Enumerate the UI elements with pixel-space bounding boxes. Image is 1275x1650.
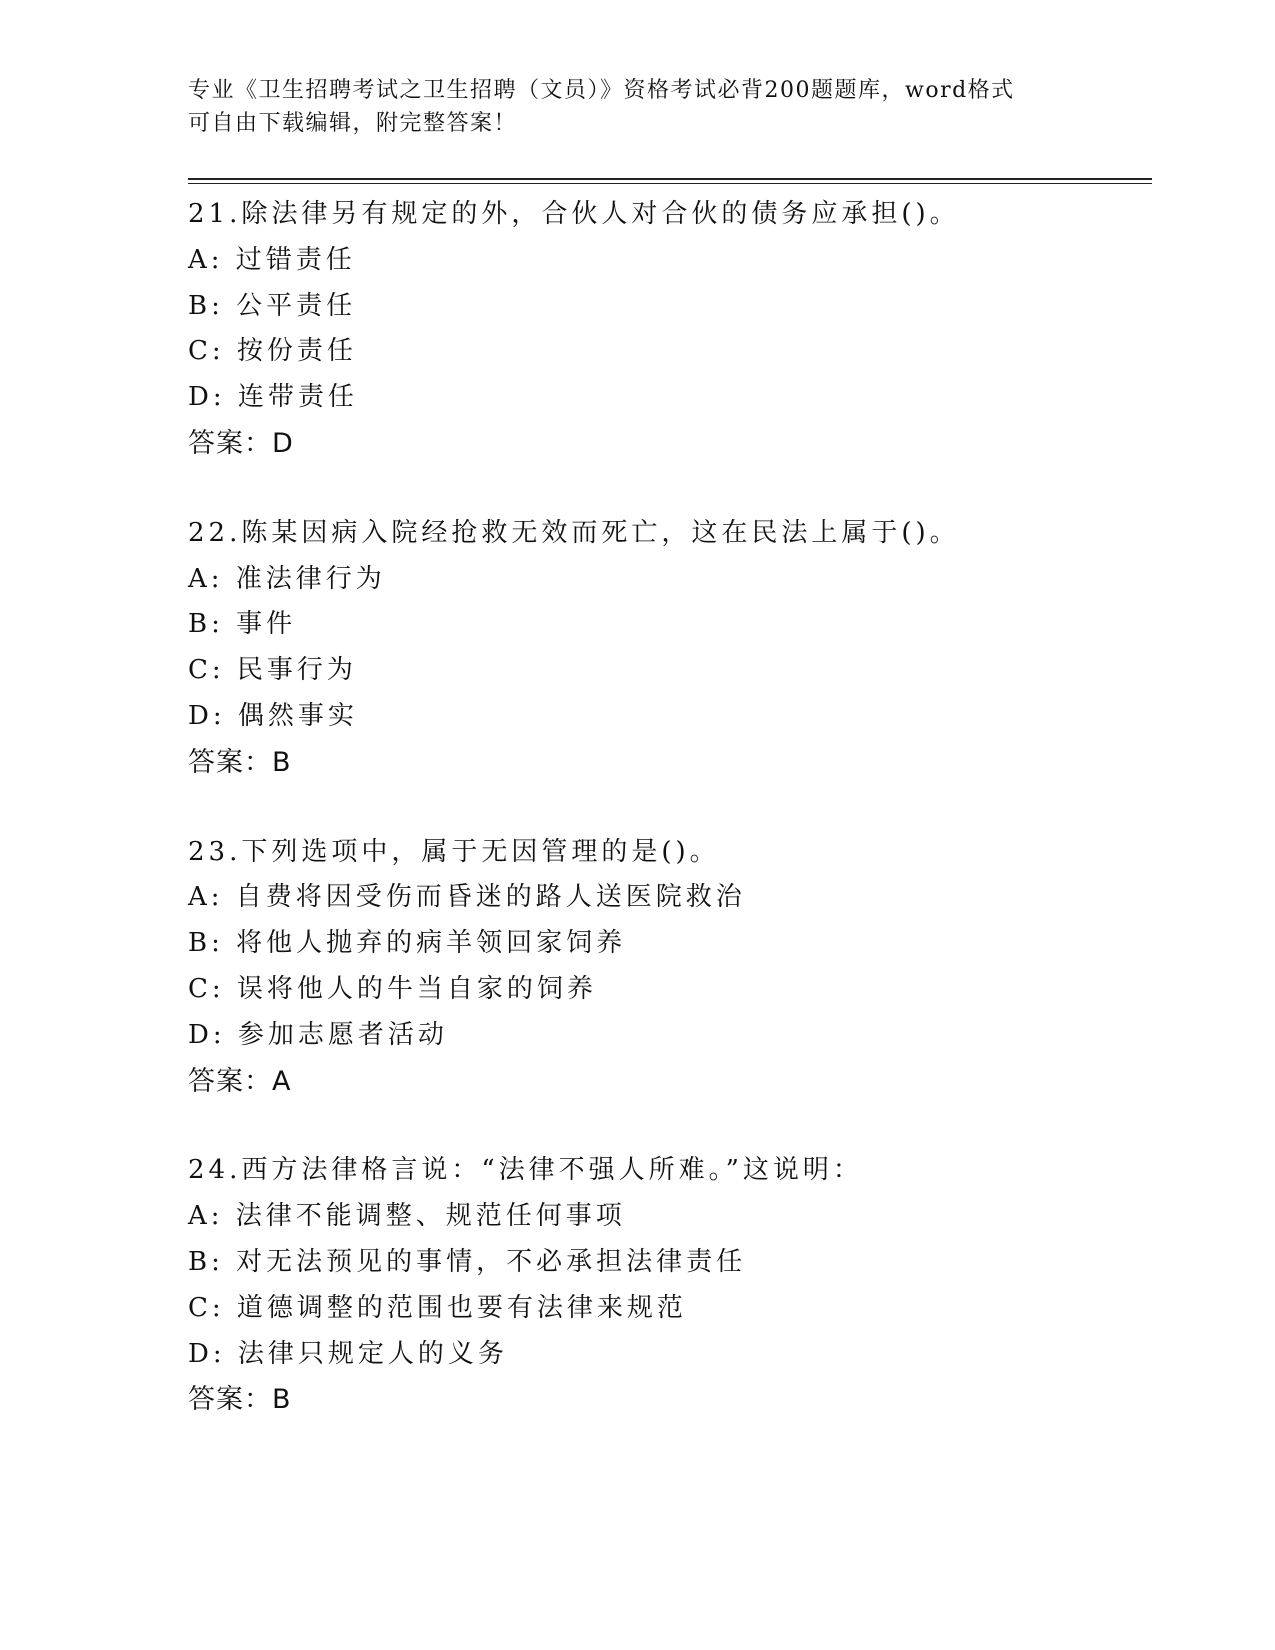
option-b: B: 事件 xyxy=(188,609,297,640)
question-24 xyxy=(188,1148,1148,1423)
question-21 xyxy=(188,192,1148,467)
question-stem: 24.西方法律格言说：“法律不强人所难。”这说明： xyxy=(188,1155,863,1186)
option-a: A: 自费将因受伤而昏迷的路人送医院救治 xyxy=(188,882,746,913)
option-c: C: 民事行为 xyxy=(188,655,357,686)
option-c: C: 按份责任 xyxy=(188,336,357,367)
answer-line: 答案：D xyxy=(188,427,294,459)
document-header xyxy=(188,74,1088,140)
option-a: A: 法律不能调整、规范任何事项 xyxy=(188,1201,626,1232)
question-stem: 22.陈某因病入院经抢救无效而死亡，这在民法上属于()。 xyxy=(188,517,960,548)
header-divider-thick xyxy=(188,178,1152,180)
option-d: D: 连带责任 xyxy=(188,382,358,413)
option-d: D: 法律只规定人的义务 xyxy=(188,1338,508,1369)
answer-line: 答案：B xyxy=(188,746,292,778)
header-title-line-2: 可自由下载编辑，附完整答案！ xyxy=(188,111,518,136)
option-a: A: 过错责任 xyxy=(188,244,356,275)
question-list xyxy=(188,192,1148,1467)
header-divider-thin xyxy=(188,183,1152,184)
option-d: D: 偶然事实 xyxy=(188,700,358,731)
question-22 xyxy=(188,511,1148,786)
answer-line: 答案：B xyxy=(188,1384,292,1416)
option-d: D: 参加志愿者活动 xyxy=(188,1019,448,1050)
option-b: B: 将他人抛弃的病羊领回家饲养 xyxy=(188,928,627,959)
option-a: A: 准法律行为 xyxy=(188,563,386,594)
question-stem: 23.下列选项中，属于无因管理的是()。 xyxy=(188,836,720,867)
answer-line: 答案：A xyxy=(188,1065,292,1097)
option-b: B: 公平责任 xyxy=(188,290,357,321)
option-b: B: 对无法预见的事情，不必承担法律责任 xyxy=(188,1246,747,1277)
header-title-line-1: 专业《卫生招聘考试之卫生招聘（文员）》资格考试必背200题题库，word格式 xyxy=(188,78,1015,103)
option-c: C: 道德调整的范围也要有法律来规范 xyxy=(188,1292,687,1323)
question-stem: 21.除法律另有规定的外，合伙人对合伙的债务应承担()。 xyxy=(188,199,960,229)
option-c: C: 误将他人的牛当自家的饲养 xyxy=(188,973,597,1004)
question-23 xyxy=(188,830,1148,1105)
